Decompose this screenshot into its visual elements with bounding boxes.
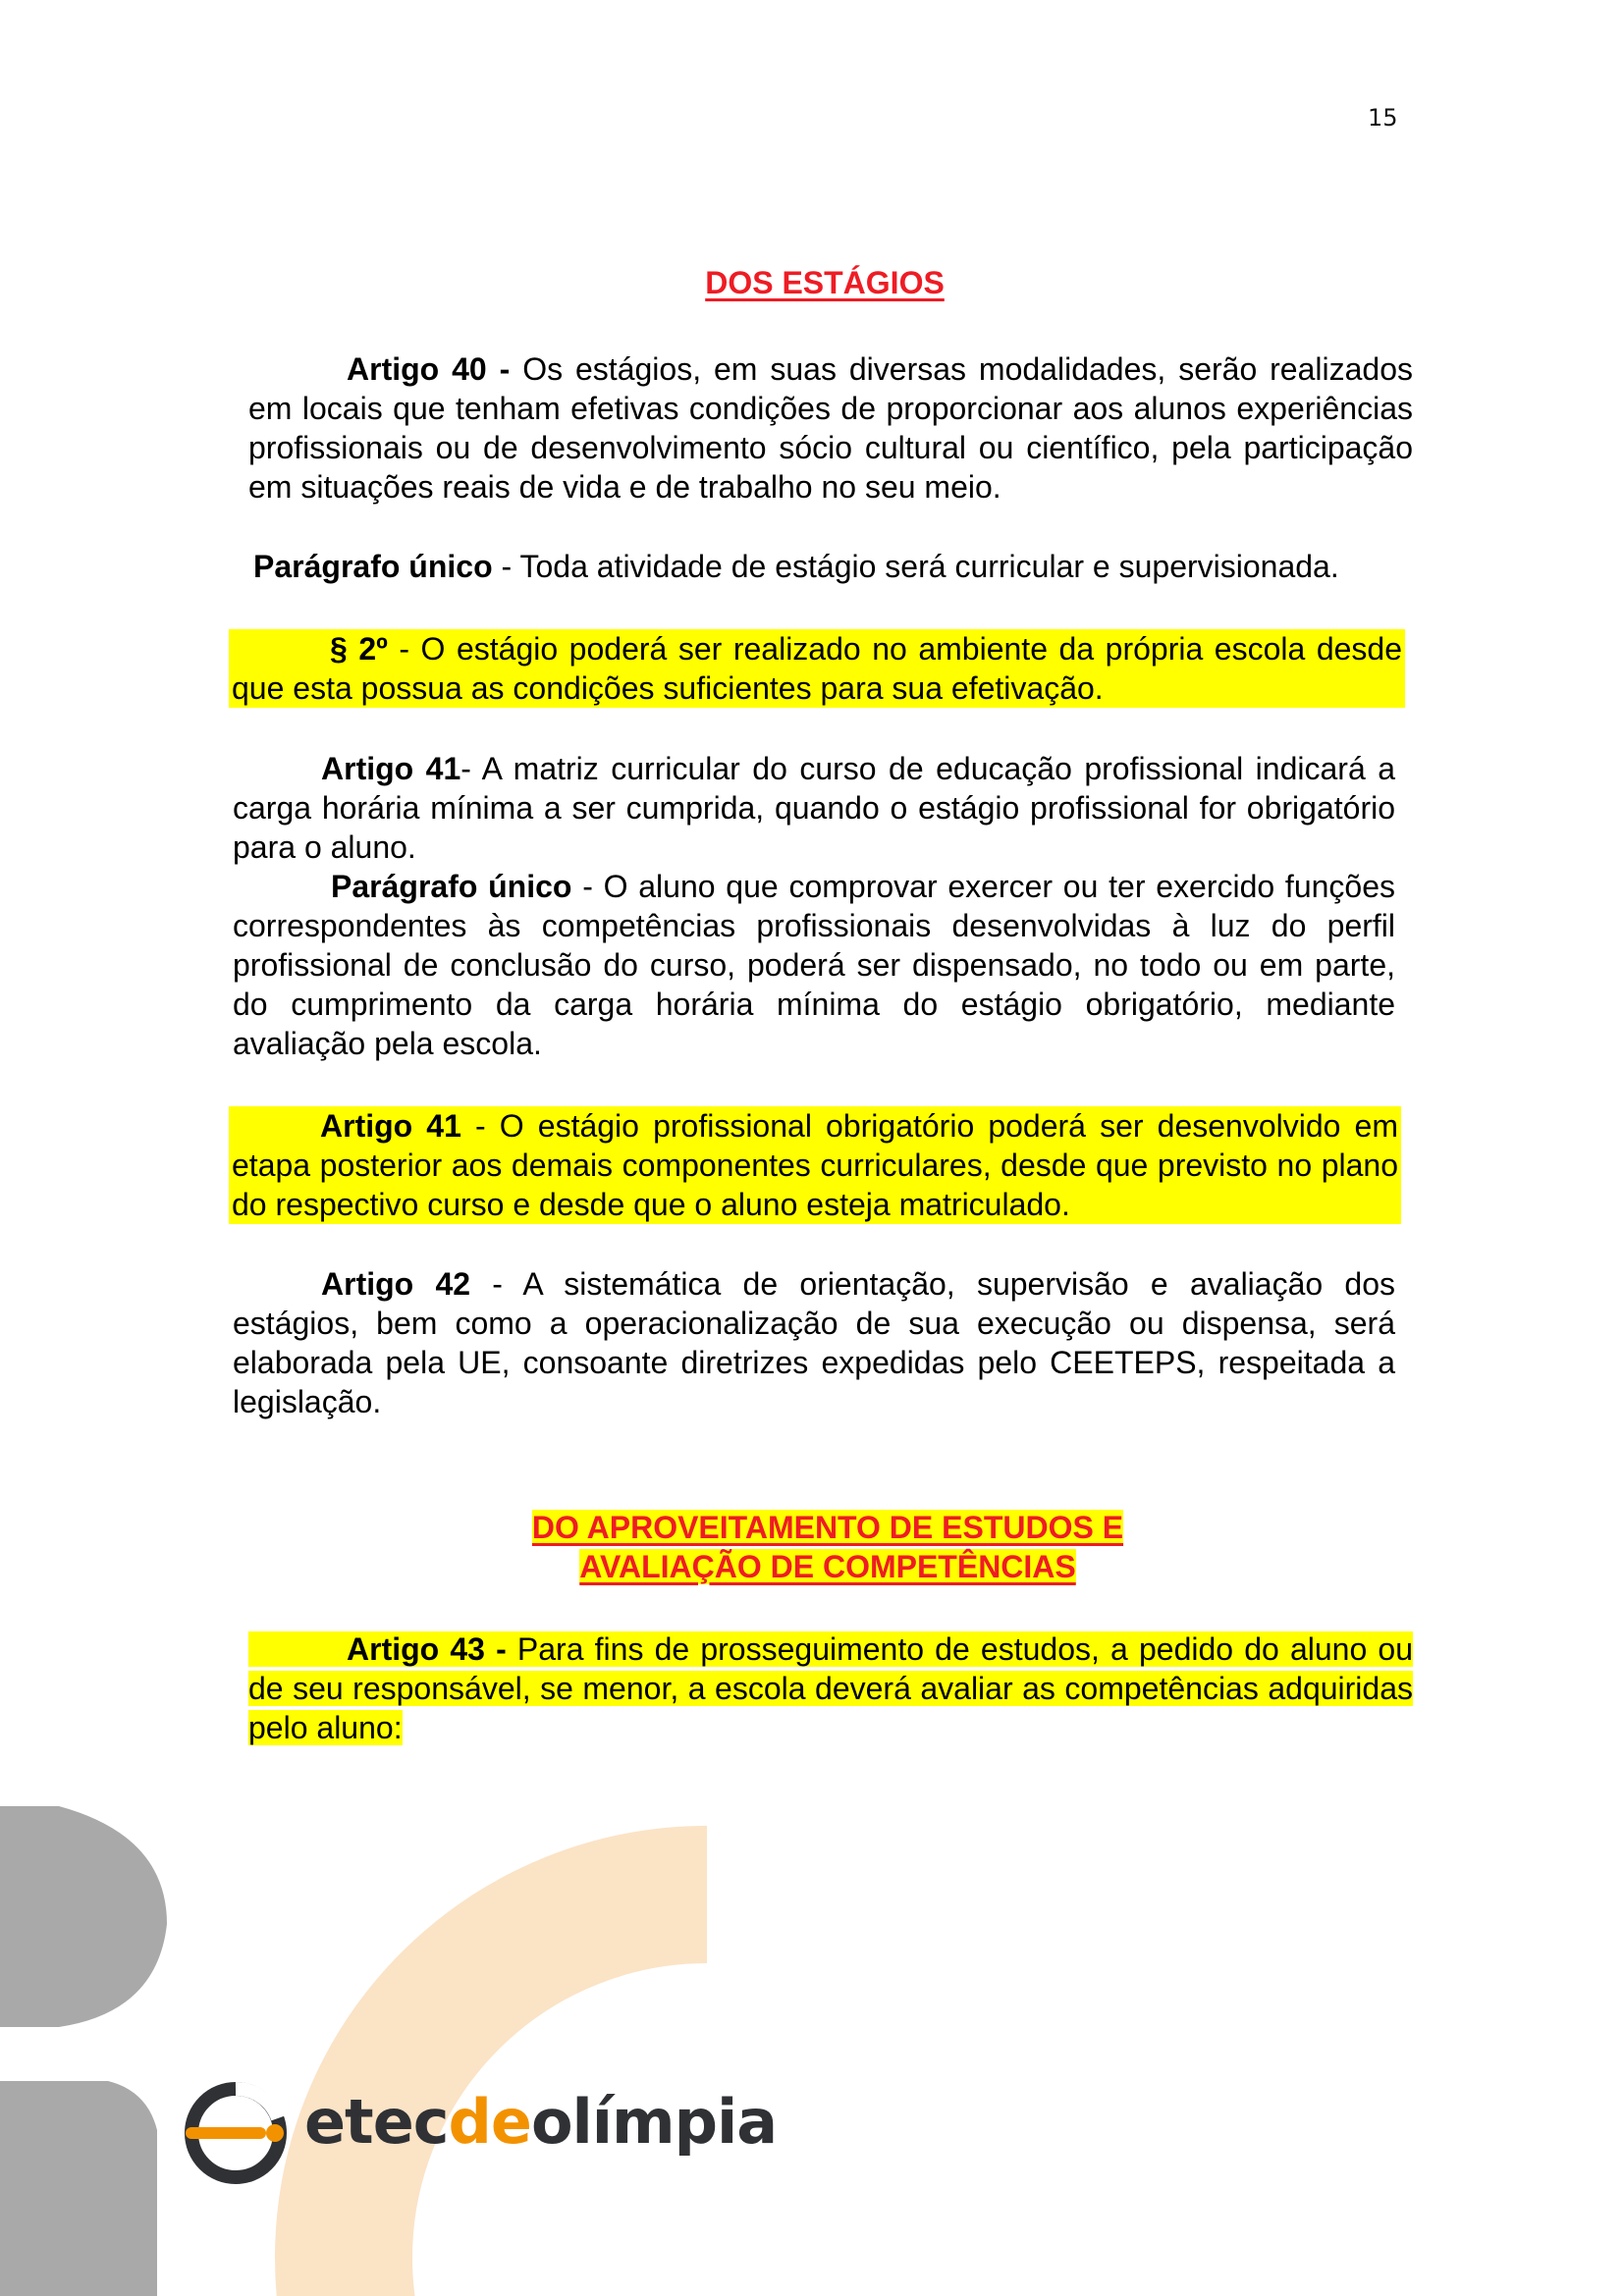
artigo-41-estagio-text: - O estágio profissional obrigatório poderá ser desenvolvido em etapa posterior aos demais componentes curriculares, desde que previsto no plano do respectivo curso e desde que o aluno esteja matriculado. (232, 1108, 1399, 1222)
paragrafo-unico-1 (253, 547, 1432, 586)
paragrafo-unico-1-label: Parágrafo único (253, 549, 493, 584)
page-number: 15 (1368, 104, 1398, 132)
logo-part-olimpia: olímpia (530, 2086, 778, 2158)
footer-decoration (0, 1806, 707, 2296)
section-title-estagios: DOS ESTÁGIOS (705, 265, 945, 300)
artigo-43-label: Artigo 43 - (347, 1631, 507, 1667)
artigo-43-text: Para fins de prosseguimento de estudos, a pedido do aluno ou de seu responsável, se menor, a escola deverá avaliar as competências adquiridas pelo aluno: (248, 1631, 1414, 1745)
decorative-arcs (0, 1806, 707, 2296)
logo-part-etec: etec (304, 2086, 449, 2158)
section-title-aproveitamento (0, 1508, 1623, 1586)
artigo-41-matriz (233, 749, 1395, 867)
artigo-42 (233, 1264, 1395, 1421)
artigo-42-label: Artigo 42 (321, 1266, 471, 1302)
artigo-42-text: - A sistemática de orientação, supervisão e avaliação dos estágios, bem como a operacionalização de sua execução ou dispensa, será elaborada pela UE, consoante diretrizes expedidas pelo CEETEPS, respeitada a legislação. (233, 1266, 1396, 1419)
artigo-41-matriz-label: Artigo 41 (321, 751, 461, 786)
paragrafo-unico-2-text: - O aluno que comprovar exercer ou ter exercido funções correspondentes às competências profissionais desenvolvidas à luz do perfil profissional de conclusão do curso, poderá ser dispensado, no todo ou em parte, do cumprimento da carga horária mínima do estágio obrigatório, mediante avaliação pela escola. (233, 869, 1396, 1061)
paragrafo-unico-2 (233, 867, 1395, 1063)
artigo-40-label: Artigo 40 - (347, 351, 511, 387)
etec-logo-icon (177, 2079, 290, 2192)
etec-logo-text (304, 2086, 777, 2158)
section-title-line-1: DO APROVEITAMENTO DE ESTUDOS E (531, 1510, 1124, 1545)
artigo-41-estagio (229, 1106, 1401, 1224)
artigo-41-estagio-label: Artigo 41 (320, 1108, 461, 1144)
artigo-40-text: Os estágios, em suas diversas modalidades, serão realizados em locais que tenham efetivas condições de proporcionar aos alunos experiências profissionais ou de desenvolvimento sócio cultural ou científico, pela participação em situações reais de vida e de trabalho no seu meio. (248, 351, 1414, 505)
artigo-43 (248, 1629, 1413, 1747)
section-title-line-2: AVALIAÇÃO DE COMPETÊNCIAS (579, 1549, 1076, 1584)
artigo-40 (248, 349, 1413, 507)
paragrafo-2 (229, 629, 1405, 708)
paragrafo-unico-1-text: - Toda atividade de estágio será curricular e supervisionada. (492, 549, 1339, 584)
paragrafo-unico-2-label: Parágrafo único (331, 869, 572, 904)
paragrafo-2-text: - O estágio poderá ser realizado no ambiente da própria escola desde que esta possua as condições suficientes para sua efetivação. (232, 631, 1402, 706)
artigo-41-matriz-text: - A matriz curricular do curso de educação profissional indicará a carga horária mínima a ser cumprida, quando o estágio profissional for obrigatório para o aluno. (233, 751, 1396, 865)
paragrafo-2-label: § 2º (330, 631, 388, 667)
logo-part-de: de (448, 2086, 531, 2158)
